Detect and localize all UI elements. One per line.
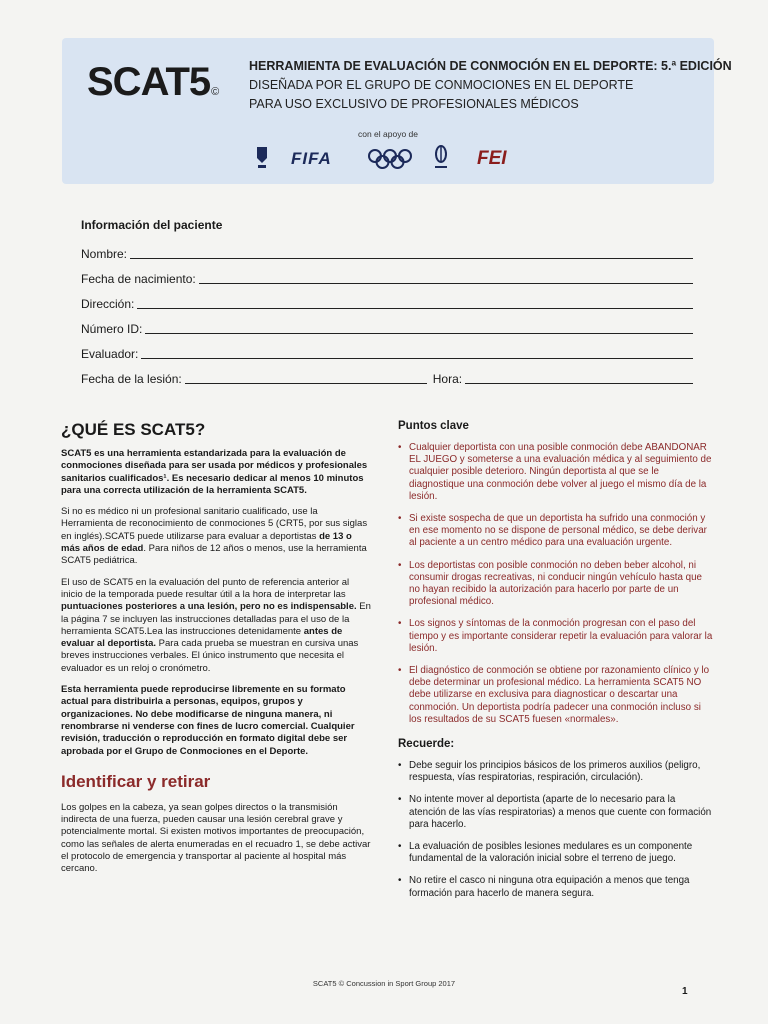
- key-points-heading: Puntos clave: [398, 420, 469, 432]
- patient-info-form: [81, 218, 693, 386]
- patient-info-title: Información del paciente: [81, 218, 223, 232]
- list-item: • Los signos y síntomas de la conmoción progresan con el paso del tiempo y es importante considerar repetir la evaluación para valorar la lesión.: [398, 618, 713, 655]
- right-column: [398, 420, 713, 910]
- header-title: HERRAMIENTA DE EVALUACIÓN DE CONMOCIÓN EN EL DEPORTE: 5.ª EDICIÓN: [249, 59, 732, 73]
- header-subtitle-1: DISEÑADA POR EL GRUPO DE CONMOCIONES EN EL DEPORTE: [249, 78, 634, 92]
- list-item: • Los deportistas con posible conmoción no deben beber alcohol, ni consumir drogas recreativas, ni conducir ningún vehículo hasta que no hayan recibido la autorización para hacerlo por parte de un profesional médico.: [398, 560, 713, 609]
- field-row-id[interactable]: Número ID:: [81, 311, 693, 336]
- license-paragraph: Esta herramienta puede reproducirse libremente en su formato actual para distribuirla a personas, equipos, grupos y organizaciones. No debe modificarse de ninguna manera, ni renombrarse ni venderse con fines de lucro comercial. Cualquier revisión, traducción o reproducción en formato digital debe ser aprobada por el Grupo de Conmociones en el Deporte.: [61, 684, 355, 757]
- list-item: • El diagnóstico de conmoción se obtiene por razonamiento clínico y lo debe determinar un profesional médico. La herramienta SCAT5 NO debe utilizarse en exclusiva para diagnosticar o descartar una conmoción. Un deportista podría padecer una conmoción incluso si los resultados de su SCAT5 fuesen «normales».: [398, 665, 713, 726]
- fifa-logo: FIFA: [291, 149, 332, 168]
- baseline-paragraph: El uso de SCAT5 en la evaluación del punto de referencia anterior al inicio de la temporada puede resultar útil a la hora de interpretar las puntuaciones posteriores a una lesión, pero no es indispensable. En la página 7 se incluyen las instrucciones detalladas para el uso de la herramienta SCAT5.Lea las instrucciones detenidamente antes de evaluar al deportista. Para cada prueba se muestran en cursiva unas breves instrucciones verbales. El único instrumento que necesita el evaluador es un reloj o cronómetro.: [61, 576, 371, 674]
- list-item: • No intente mover al deportista (aparte de lo necesario para la atención de las vías respiratorias) a menos que cuente con formación para hacerlo.: [398, 794, 713, 831]
- intro-paragraph: SCAT5 es una herramienta estandarizada para la evaluación de conmociones diseñada para ser usada por médicos y profesionales sanitarios cualificados¹. Es necesario dedicar al menos 10 minutos para una correcta utilización de la herramienta SCAT5.: [61, 448, 368, 496]
- name-line[interactable]: [130, 244, 693, 259]
- non-medical-paragraph: Si no es médico ni un profesional sanitario cualificado, use la Herramienta de reconocimiento de conmociones 5 (CRT5, por sus siglas en inglés).SCAT5 puede utilizarse para evaluar a deportistas de 13 o más años de edad. Para niños de 12 años o menos, use la herramienta SCAT5 pediátrica.: [61, 506, 368, 567]
- evaluator-line[interactable]: [141, 344, 693, 359]
- field-row-evaluator[interactable]: Evaluador:: [81, 336, 693, 361]
- what-is-heading: ¿QUÉ ES SCAT5?: [61, 420, 206, 439]
- footer-copyright: SCAT5 © Concussion in Sport Group 2017: [312, 979, 456, 988]
- identify-remove-paragraph: Los golpes en la cabeza, ya sean golpes directos o la transmisión indirecta de una fuerza, pueden causar una lesión cerebral grave y potencialmente mortal. Si existen motivos importantes de preocupación, como las señales de alerta enumeradas en el recuadro 1, se debe activar el protocolo de emergencia y transportar al paciente al hospital más cercano.: [61, 801, 371, 875]
- list-item: • Cualquier deportista con una posible conmoción debe ABANDONAR EL JUEGO y someterse a una evaluación médica y al seguimiento de cualquier posible deterioro. Ningún deportista al que se le diagnostique una conmoción debe volver al juego el mismo día de la lesión.: [398, 442, 713, 503]
- support-label: con el apoyo de: [357, 129, 419, 139]
- list-item: • No retire el casco ni ninguna otra equipación a menos que tenga formación para hacerlo de manera segura.: [398, 875, 713, 899]
- field-row-birthdate[interactable]: Fecha de nacimiento:: [81, 261, 693, 286]
- remember-heading: Recuerde:: [398, 738, 455, 751]
- id-line[interactable]: [145, 319, 693, 334]
- list-item: • Debe seguir los principios básicos de los primeros auxilios (peligro, respuesta, vías respiratorias, respiración, circulación).: [398, 760, 713, 784]
- header-subtitle-2: PARA USO EXCLUSIVO DE PROFESIONALES MÉDICOS: [249, 97, 579, 111]
- remember-list: [398, 760, 713, 900]
- identify-remove-heading: Identificar y retirar: [61, 771, 211, 791]
- injury-date-line[interactable]: [185, 369, 427, 384]
- field-row-name[interactable]: Nombre:: [81, 236, 693, 261]
- header-title-block: [249, 57, 732, 114]
- olympic-rings-icon: [367, 149, 413, 169]
- scat5-logo: SCAT5©: [87, 60, 219, 104]
- list-item: • Si existe sospecha de que un deportista ha sufrido una conmoción y en ese momento no se dispone de personal médico, se debe derivar al paciente a un centro médico para una evaluación urgente.: [398, 513, 713, 550]
- fei-logo: FEI: [477, 148, 507, 169]
- sponsor-logos: [255, 145, 525, 171]
- list-item: • La evaluación de posibles lesiones medulares es un componente fundamental de la valoración inicial sobre el terreno de juego.: [398, 841, 713, 865]
- header-banner: [62, 38, 732, 184]
- field-row-address[interactable]: Dirección:: [81, 286, 693, 311]
- world-rugby-logo-icon: [433, 145, 449, 171]
- birthdate-line[interactable]: [199, 269, 693, 284]
- key-points-list: [398, 442, 713, 726]
- address-line[interactable]: [137, 294, 693, 309]
- field-row-injury-date[interactable]: Fecha de la lesión: Hora:: [81, 361, 693, 386]
- iihf-logo-icon: [255, 145, 269, 171]
- page-number: 1: [682, 986, 688, 997]
- left-column: [61, 420, 371, 885]
- time-line[interactable]: [465, 369, 693, 384]
